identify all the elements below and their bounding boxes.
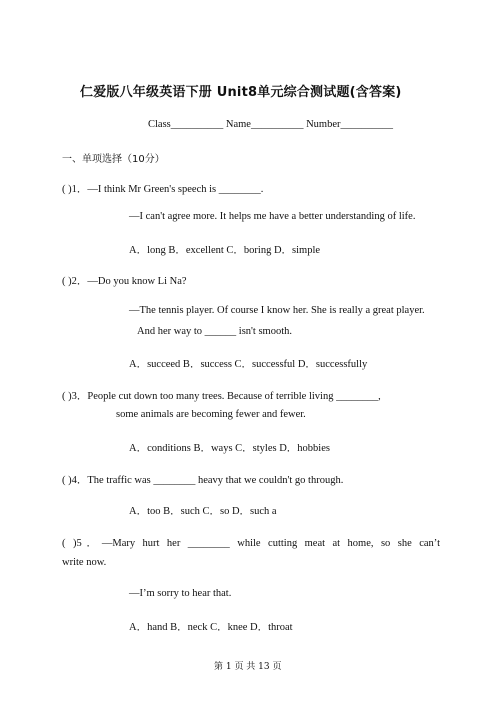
question-3-stem: ( )3．People cut down too many trees. Because of terrible living ________, <box>62 391 381 402</box>
question-4-options: A．too B．such C．so D．such a <box>129 506 277 517</box>
page-footer: 第 1 页 共 13 页 <box>214 662 282 672</box>
question-5-options: A．hand B．neck C．knee D．throat <box>129 622 293 633</box>
question-2-options: A．succeed B．success C．successful D．successfully <box>129 359 368 370</box>
document-title: 仁爱版八年级英语下册 Unit8单元综合测试题(含答案) <box>80 85 402 100</box>
question-3-options: A．conditions B．ways C．styles D．hobbies <box>129 443 330 454</box>
question-1-options: A．long B．excellent C．boring D．simple <box>129 245 321 256</box>
question-1-dialogue: —I can't agree more. It helps me have a better understanding of life. <box>129 211 416 222</box>
section-heading-multiple-choice: 一、单项选择（10分） <box>62 154 165 165</box>
question-3-stem-cont: some animals are becoming fewer and fewer. <box>116 409 306 420</box>
question-2-stem: ( )2．—Do you know Li Na? <box>62 276 187 287</box>
question-5-dialogue: —I’m sorry to hear that. <box>129 588 232 599</box>
question-2-dialogue-cont: And her way to ______ isn't smooth. <box>137 326 293 337</box>
question-5-stem-cont: write now. <box>62 557 107 568</box>
question-5-stem: ( )5．—Mary hurt her ________ while cutting meat at home, so she can’t <box>62 538 440 549</box>
question-1-stem: ( )1．—I think Mr Green's speech is ________. <box>62 184 264 195</box>
student-info-line: Class__________ Name__________ Number__________ <box>148 119 393 130</box>
question-4-stem: ( )4．The traffic was ________ heavy that we couldn't go through. <box>62 475 344 486</box>
question-2-dialogue: —The tennis player. Of course I know her. She is really a great player. <box>129 305 425 316</box>
